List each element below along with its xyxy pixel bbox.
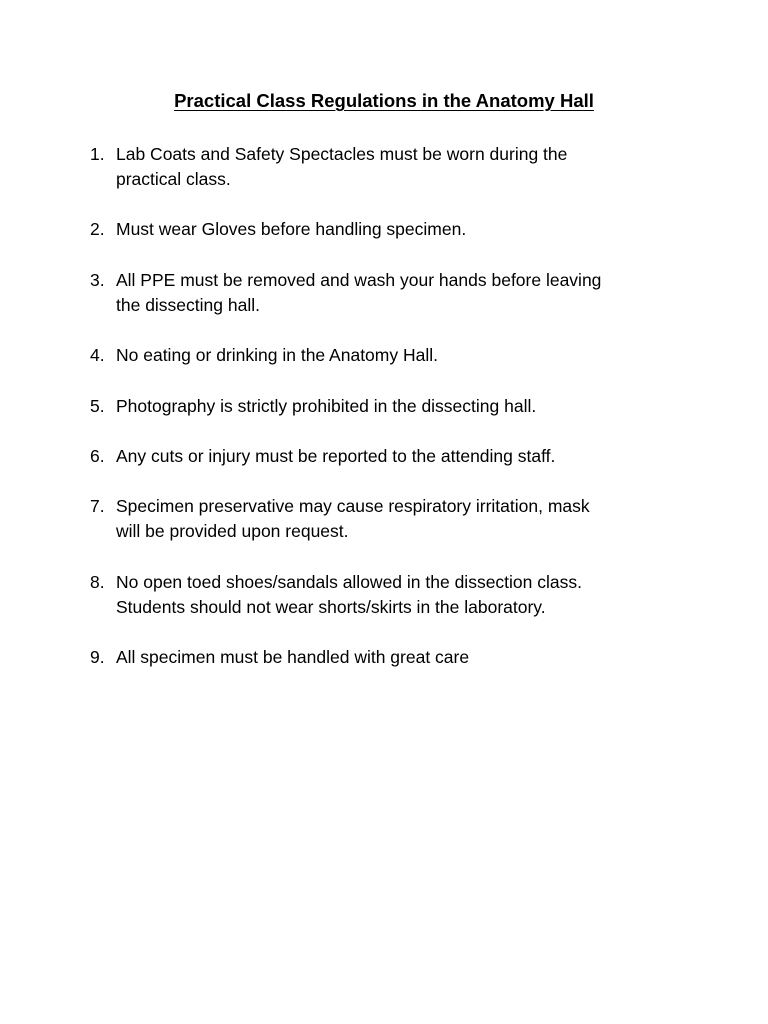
list-item	[90, 444, 690, 469]
rule-number: 8.	[90, 571, 105, 592]
rule-number: 7.	[90, 496, 105, 517]
rule-number: 6.	[90, 445, 105, 466]
rule-text: Specimen preservative may cause respiratory irritation, mask will be provided upon request.	[116, 496, 590, 542]
rule-text: Lab Coats and Safety Spectacles must be worn during the practical class.	[116, 144, 568, 189]
rule-number: 4.	[90, 345, 105, 366]
rule-text: Photography is strictly prohibited in the dissecting hall.	[116, 395, 537, 416]
rule-text: All specimen must be handled with great care	[116, 647, 470, 668]
regulations-list	[90, 142, 690, 696]
rule-text: Must wear Gloves before handling specimen.	[116, 219, 467, 240]
rule-number: 1.	[90, 144, 105, 164]
list-item	[90, 494, 690, 544]
list-item	[90, 394, 690, 419]
rule-number: 9.	[90, 647, 105, 668]
list-item	[90, 343, 690, 368]
document-title: Practical Class Regulations in the Anatomy Hall	[174, 90, 594, 111]
list-item	[90, 217, 690, 242]
rule-text: No eating or drinking in the Anatomy Hall.	[116, 345, 438, 366]
rule-text: All PPE must be removed and wash your hands before leaving the dissecting hall.	[116, 269, 602, 315]
rule-number: 5.	[90, 395, 105, 416]
list-item	[90, 142, 690, 192]
list-item	[90, 645, 690, 670]
list-item	[90, 268, 690, 318]
rule-number: 2.	[90, 219, 105, 240]
rule-text: Any cuts or injury must be reported to the attending staff.	[116, 445, 556, 466]
list-item	[90, 570, 690, 620]
rule-number: 3.	[90, 269, 105, 290]
rule-text: No open toed shoes/sandals allowed in the dissection class. Students should not wear shorts/skirts in the laboratory.	[116, 571, 582, 617]
